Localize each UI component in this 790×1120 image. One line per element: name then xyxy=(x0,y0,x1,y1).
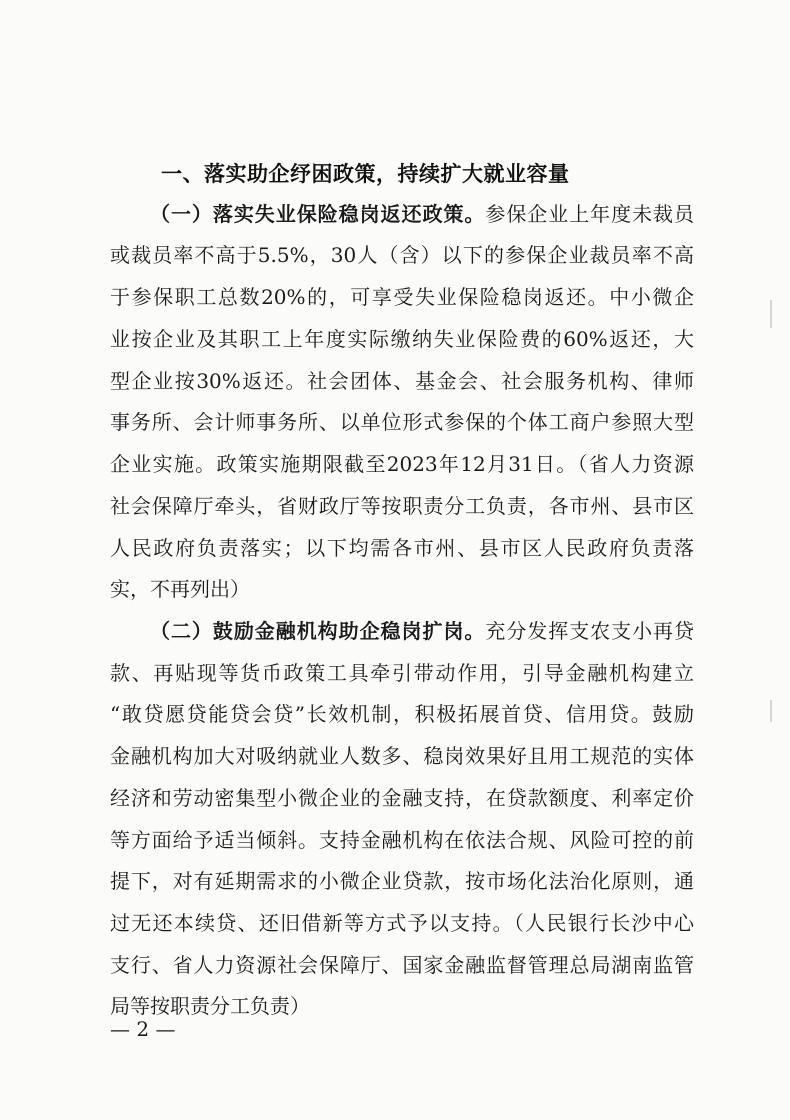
paragraph-2-line: 款、再贴现等货币政策工具牵引带动作用，引导金融机构建立 xyxy=(110,661,694,685)
section-heading: 一、落实助企纾困政策，持续扩大就业容量 xyxy=(161,162,570,186)
paragraph-1-line: 企业实施。政策实施期限截至2023年12月31日。（省人力资源 xyxy=(110,452,694,476)
paragraph-2-line: 支行、省人力资源社会保障厅、国家金融监督管理总局湖南监管 xyxy=(110,953,694,977)
paragraph-2-line: 过无还本续贷、还旧借新等方式予以支持。（人民银行长沙中心 xyxy=(110,911,694,935)
paragraph-1-line: 业按企业及其职工上年度实际缴纳失业保险费的60%返还，大 xyxy=(110,327,694,351)
scan-edge-mark xyxy=(770,300,772,328)
paragraph-2-line: “敢贷愿贷能贷会贷”长效机制，积极拓展首贷、信用贷。鼓励 xyxy=(110,702,694,726)
paragraph-1-line: 实，不再列出） xyxy=(110,577,250,601)
paragraph-2-heading: （二）鼓励金融机构助企稳岗扩岗。 xyxy=(150,619,486,643)
paragraph-2-line: 提下，对有延期需求的小微企业贷款，按市场化法治化原则，通 xyxy=(110,869,694,893)
scan-edge-mark xyxy=(770,700,772,722)
paragraph-2-line: 经济和劳动密集型小微企业的金融支持，在贷款额度、利率定价 xyxy=(110,786,694,810)
paragraph-2-line: 局等按职责分工负责） xyxy=(110,994,310,1018)
paragraph-1-line: 或裁员率不高于5.5%，30人（含）以下的参保企业裁员率不高 xyxy=(110,243,694,267)
paragraph-1-line: 于参保职工总数20%的，可享受失业保险稳岗返还。中小微企 xyxy=(110,285,694,309)
paragraph-1-line: 型企业按30%返还。社会团体、基金会、社会服务机构、律师 xyxy=(110,369,694,393)
paragraph-2-line: （二）鼓励金融机构助企稳岗扩岗。充分发挥支农支小再贷 xyxy=(150,619,695,643)
paragraph-2-line: 等方面给予适当倾斜。支持金融机构在依法合规、风险可控的前 xyxy=(110,828,694,852)
paragraph-1-line: 事务所、会计师事务所、以单位形式参保的个体工商户参照大型 xyxy=(110,410,694,434)
paragraph-2-line: 金融机构加大对吸纳就业人数多、稳岗效果好且用工规范的实体 xyxy=(110,744,694,768)
paragraph-1-line: 社会保障厅牵头，省财政厅等按职责分工负责，各市州、县市区 xyxy=(110,494,694,518)
page-number: — 2 — xyxy=(110,1017,176,1041)
paragraph-1-heading: （一）落实失业保险稳岗返还政策。 xyxy=(150,202,486,226)
paragraph-1-line: （一）落实失业保险稳岗返还政策。参保企业上年度未裁员 xyxy=(150,202,695,226)
paragraph-1-line: 人民政府负责落实；以下均需各市州、县市区人民政府负责落 xyxy=(110,536,694,560)
